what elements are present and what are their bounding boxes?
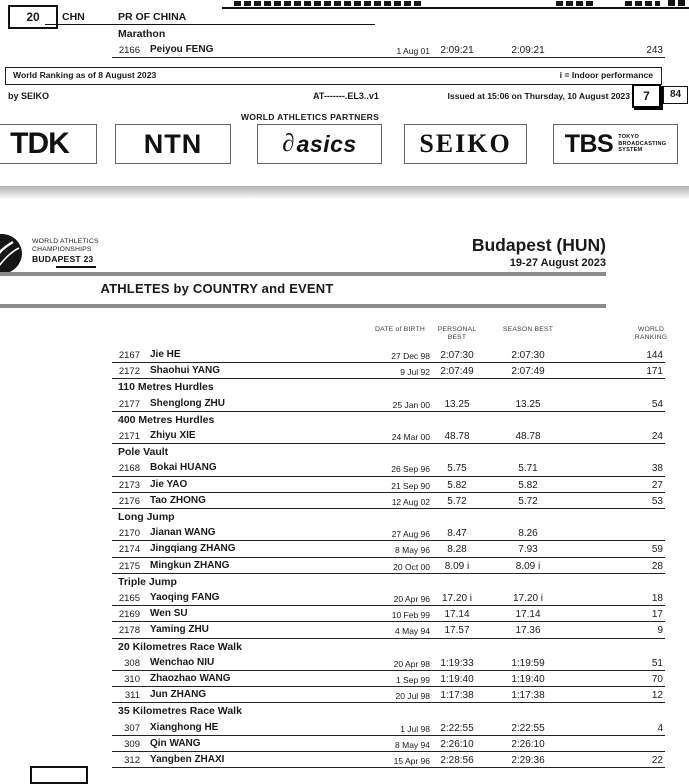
athlete-dob: 20 Apr 98 <box>393 658 430 669</box>
athlete-bib: 2170 <box>118 528 140 540</box>
page-total: 84 <box>669 89 682 100</box>
athlete-bib: 2177 <box>118 398 140 410</box>
header-rule <box>0 272 606 276</box>
athlete-name: Jianan WANG <box>150 527 216 539</box>
athlete-row <box>0 607 689 623</box>
event-name: Triple Jump <box>118 575 177 588</box>
athlete-name: Peiyou FENG <box>150 44 214 55</box>
athlete-season-best: 2:29:36 <box>511 755 545 766</box>
athlete-bib: 2175 <box>118 560 140 572</box>
athlete-bib: 307 <box>124 722 140 734</box>
row-underline <box>112 557 665 558</box>
athlete-dob: 1 Jul 98 <box>400 723 430 734</box>
athlete-personal-best: 5.75 <box>447 463 467 475</box>
tbs-logo-subtext <box>618 134 666 154</box>
row-underline <box>112 411 665 412</box>
athlete-season-best: 2:07:49 <box>511 366 545 378</box>
athlete-dob: 1 Sep 99 <box>395 675 430 685</box>
athlete-dob: 25 Jan 00 <box>392 399 430 410</box>
title-rule <box>0 304 606 308</box>
athlete-dob: 10 Feb 99 <box>391 610 430 621</box>
athlete-personal-best: 2:22:55 <box>440 722 474 734</box>
athlete-bib: 2176 <box>118 495 140 507</box>
athlete-world-ranking: 171 <box>646 366 663 378</box>
logo-text-line2: CHAMPIONSHIPS <box>32 246 92 253</box>
athlete-row <box>0 397 689 413</box>
row-underline <box>112 638 665 639</box>
athlete-dob: 21 Sep 90 <box>391 480 430 491</box>
tdk-logo <box>0 124 97 164</box>
athlete-dob: 27 Dec 98 <box>391 351 430 361</box>
athlete-personal-best: 1:19:40 <box>440 674 474 685</box>
event-name: Long Jump <box>118 511 175 523</box>
row-underline <box>112 378 665 379</box>
athlete-world-ranking: 9 <box>657 625 663 637</box>
athlete-personal-best: 2:07:49 <box>440 366 474 378</box>
athlete-bib: 2166 <box>118 45 140 56</box>
athlete-dob: 24 Mar 00 <box>391 432 430 442</box>
tbs-sub-line: BROADCASTING <box>618 140 667 147</box>
row-underline <box>112 751 665 752</box>
athlete-personal-best: 1:17:38 <box>440 690 474 702</box>
athlete-name: Shaohui YANG <box>150 365 221 377</box>
athlete-personal-best: 17.57 <box>444 625 470 637</box>
athlete-personal-best: 2:09:21 <box>440 45 474 56</box>
athlete-world-ranking: 27 <box>651 479 663 491</box>
athlete-dob: 15 Apr 96 <box>393 756 430 766</box>
event-section-row <box>0 380 689 396</box>
athlete-name: Yangben ZHAXI <box>150 754 225 765</box>
seiko-logo <box>404 124 527 164</box>
athlete-season-best: 5.71 <box>518 463 538 475</box>
row-underline <box>112 735 665 736</box>
athlete-bib: 2167 <box>118 350 140 361</box>
athlete-row <box>0 494 689 510</box>
issued-timestamp: Issued at 15:06 on Thursday, 10 August 2023 <box>447 91 630 101</box>
athlete-bib: 310 <box>124 674 140 685</box>
event-name: 35 Kilometres Race Walk <box>118 705 242 718</box>
page-separator <box>0 186 689 199</box>
athlete-season-best: 5.82 <box>518 479 538 491</box>
athlete-season-best: 2:26:10 <box>511 738 545 750</box>
athlete-dob: 27 Aug 96 <box>391 529 430 540</box>
ntn-logo <box>115 124 231 164</box>
athlete-row <box>0 591 689 607</box>
athlete-season-best: 2:22:55 <box>511 722 545 734</box>
athlete-row <box>0 526 689 542</box>
column-header-pb-2: BEST <box>447 334 467 341</box>
athlete-row <box>0 753 689 769</box>
row-underline <box>112 702 665 703</box>
athlete-personal-best: 13.25 <box>444 398 470 410</box>
logo-text-line1: WORLD ATHLETICS <box>32 238 99 245</box>
athlete-season-best: 17.36 <box>515 625 541 637</box>
athlete-season-best: 2:09:21 <box>511 45 545 56</box>
athlete-row <box>0 429 689 445</box>
row-underline <box>112 621 665 622</box>
athlete-row <box>0 721 689 737</box>
athlete-season-best: 17.20 i <box>512 593 544 604</box>
athlete-personal-best: 2:07:30 <box>440 350 474 361</box>
athlete-name: Shenglong ZHU <box>150 397 225 409</box>
indoor-note: i = Indoor performance <box>559 70 653 80</box>
athlete-personal-best: 8.09 i <box>444 560 470 572</box>
row-underline <box>112 443 665 444</box>
athlete-personal-best: 17.20 i <box>441 593 473 604</box>
athlete-dob: 12 Aug 02 <box>391 496 430 507</box>
athlete-world-ranking: 12 <box>651 690 663 702</box>
column-header-wr-1: WORLD <box>637 326 665 333</box>
country-underline <box>45 24 375 25</box>
page-total-box <box>663 86 688 104</box>
athlete-season-best: 8.26 <box>518 528 538 540</box>
ntn-logo-text: NTN <box>143 128 203 159</box>
athlete-row <box>0 623 689 639</box>
tdk-logo-text: TDK <box>10 127 69 160</box>
athlete-world-ranking: 53 <box>651 495 663 507</box>
athlete-bib: 2178 <box>118 625 140 637</box>
clipped-row-fragment <box>668 0 688 6</box>
athlete-dob: 8 May 94 <box>395 739 430 750</box>
row-underline <box>112 573 665 574</box>
athlete-personal-best: 8.28 <box>447 544 467 556</box>
competition-dates: 19-27 August 2023 <box>509 257 606 269</box>
athlete-dob: 20 Jul 98 <box>395 691 430 702</box>
athlete-season-best: 13.25 <box>515 398 541 410</box>
athlete-season-best: 1:19:59 <box>511 657 545 669</box>
athlete-world-ranking: 243 <box>646 45 663 56</box>
event-name: 110 Metres Hurdles <box>118 381 214 394</box>
clipped-row-fragment <box>625 1 660 6</box>
athlete-row <box>0 461 689 477</box>
asics-logo-text: asics <box>296 130 357 157</box>
athlete-season-best: 2:07:30 <box>511 350 545 361</box>
athlete-bib: 2173 <box>118 479 140 491</box>
athlete-world-ranking: 59 <box>651 544 663 556</box>
athlete-world-ranking: 22 <box>651 755 663 766</box>
athlete-name: Wenchao NIU <box>150 656 215 668</box>
row-underline <box>112 57 665 58</box>
column-header-wr-2: RANKING <box>634 334 668 341</box>
athlete-name: Qin WANG <box>150 737 201 749</box>
tbs-logo-text: TBS <box>564 129 614 158</box>
logo-text-line3: BUDAPEST 23 <box>32 254 94 264</box>
asics-swirl-icon: ∂ <box>282 130 295 157</box>
athlete-season-best: 8.09 i <box>515 560 541 572</box>
athlete-personal-best: 5.82 <box>447 479 467 491</box>
event-name: 20 Kilometres Race Walk <box>118 640 242 653</box>
event-name-marathon: Marathon <box>118 28 166 40</box>
athlete-personal-best: 8.47 <box>447 528 467 540</box>
document-code: AT-------.EL3..v1 <box>313 91 379 101</box>
clipped-row-fragment <box>556 1 596 6</box>
tbs-logo <box>553 124 678 164</box>
athlete-bib: 2171 <box>118 431 140 442</box>
athlete-world-ranking: 51 <box>651 657 663 669</box>
event-section-row <box>0 575 689 591</box>
athlete-row <box>0 348 689 364</box>
athlete-bib: 2168 <box>118 463 140 475</box>
country-rank-box <box>8 5 58 29</box>
athlete-season-best: 48.78 <box>515 431 541 442</box>
athlete-season-best: 7.93 <box>518 544 538 556</box>
row-underline <box>112 508 665 509</box>
document-title: ATHLETES by COUNTRY and EVENT <box>100 281 334 296</box>
athlete-world-ranking: 17 <box>651 609 663 621</box>
athlete-name: Jun ZHANG <box>150 689 207 701</box>
athlete-dob: 4 May 94 <box>395 626 430 637</box>
athlete-dob: 9 Jul 92 <box>400 367 430 378</box>
athlete-name: Mingkun ZHANG <box>150 559 230 571</box>
athlete-name: Yaming ZHU <box>150 624 209 636</box>
athlete-row <box>0 364 689 380</box>
athlete-name: Tao ZHONG <box>150 494 206 506</box>
athlete-world-ranking: 4 <box>657 722 663 734</box>
athlete-name: Yaoqing FANG <box>150 592 220 603</box>
row-underline <box>112 540 665 541</box>
event-section-row <box>0 510 689 526</box>
athlete-name: Zhiyu XIE <box>150 430 196 441</box>
athlete-name: Xianghong HE <box>150 721 219 733</box>
athlete-bib: 2172 <box>118 366 140 378</box>
athlete-bib: 309 <box>124 738 140 750</box>
athlete-name: Zhaozhao WANG <box>150 673 231 684</box>
athlete-bib: 312 <box>124 755 140 766</box>
athlete-world-ranking: 28 <box>651 560 663 572</box>
country-code: CHN <box>62 11 85 23</box>
athlete-name: Jie HE <box>150 349 181 360</box>
event-section-row <box>0 445 689 461</box>
athlete-personal-best: 2:26:10 <box>440 738 474 750</box>
athlete-bib: 308 <box>124 657 140 669</box>
competition-location: Budapest (HUN) <box>471 235 606 255</box>
athlete-world-ranking: 24 <box>651 431 663 442</box>
athlete-dob: 20 Oct 00 <box>393 561 430 572</box>
athlete-row <box>0 559 689 575</box>
athlete-dob: 26 Sep 96 <box>391 464 430 475</box>
athlete-name: Bokai HUANG <box>150 462 217 474</box>
event-name: 400 Metres Hurdles <box>118 413 215 426</box>
row-underline <box>112 605 665 606</box>
athlete-world-ranking: 18 <box>651 593 663 604</box>
row-underline <box>112 767 665 768</box>
athlete-row <box>0 656 689 672</box>
athlete-personal-best: 17.14 <box>444 609 470 621</box>
row-underline <box>112 670 665 671</box>
athlete-season-best: 5.72 <box>518 495 538 507</box>
logo-underline <box>56 266 96 268</box>
athlete-bib: 2174 <box>118 544 140 556</box>
row-underline <box>112 476 665 477</box>
row-underline <box>112 362 665 363</box>
next-country-rank-box <box>30 766 88 784</box>
country-rank: 20 <box>26 10 40 24</box>
athlete-world-ranking: 38 <box>651 463 663 475</box>
athlete-row <box>0 672 689 688</box>
athlete-world-ranking: 54 <box>651 398 663 410</box>
by-seiko-label: by SEIKO <box>8 91 50 101</box>
athlete-personal-best: 48.78 <box>444 431 470 442</box>
column-header-sb: SEASON BEST <box>502 326 554 333</box>
country-name: PR OF CHINA <box>118 11 187 23</box>
event-section-row <box>0 413 689 429</box>
athlete-row <box>0 542 689 558</box>
athlete-name: Jie YAO <box>150 478 188 490</box>
athlete-dob: 20 Apr 96 <box>393 594 430 604</box>
athlete-bib: 2169 <box>118 609 140 621</box>
athlete-season-best: 1:17:38 <box>511 690 545 702</box>
column-header-dob: DATE of BIRTH <box>375 326 425 333</box>
athlete-season-best: 1:19:40 <box>511 674 545 685</box>
athlete-world-ranking: 70 <box>651 674 663 685</box>
tbs-sub-line: TOKYO <box>618 134 639 141</box>
partners-heading: WORLD ATHLETICS PARTNERS <box>240 112 380 122</box>
athlete-dob: 8 May 96 <box>395 545 430 556</box>
clipped-row-fragment <box>234 1 424 6</box>
athlete-row <box>0 688 689 704</box>
athlete-bib: 311 <box>124 690 140 702</box>
row-underline <box>112 686 665 687</box>
athlete-bib: 2165 <box>118 593 140 604</box>
event-section-row <box>0 640 689 656</box>
athlete-personal-best: 5.72 <box>447 495 467 507</box>
event-name: Pole Vault <box>118 446 169 459</box>
world-ranking-note: World Ranking as of 8 August 2023 <box>13 70 157 80</box>
athlete-world-ranking: 144 <box>646 350 663 361</box>
tbs-sub-line: SYSTEM <box>618 147 643 154</box>
athlete-season-best: 17.14 <box>515 609 541 621</box>
athlete-personal-best: 2:28:56 <box>440 755 474 766</box>
asics-logo <box>257 124 382 164</box>
column-header-pb-1: PERSONAL <box>437 326 477 333</box>
row-underline <box>112 492 665 493</box>
athlete-row <box>0 43 689 59</box>
page-number-box <box>632 84 661 108</box>
event-section-row <box>0 704 689 720</box>
athlete-row <box>0 478 689 494</box>
clipped-row-underline <box>222 7 689 9</box>
athlete-dob: 1 Aug 01 <box>396 46 430 56</box>
athlete-row <box>0 737 689 753</box>
athlete-name: Jingqiang ZHANG <box>150 543 236 555</box>
athlete-name: Wen SU <box>150 608 188 620</box>
page-number: 7 <box>643 89 650 103</box>
athlete-personal-best: 1:19:33 <box>440 657 474 669</box>
seiko-logo-text: SEIKO <box>419 129 512 158</box>
